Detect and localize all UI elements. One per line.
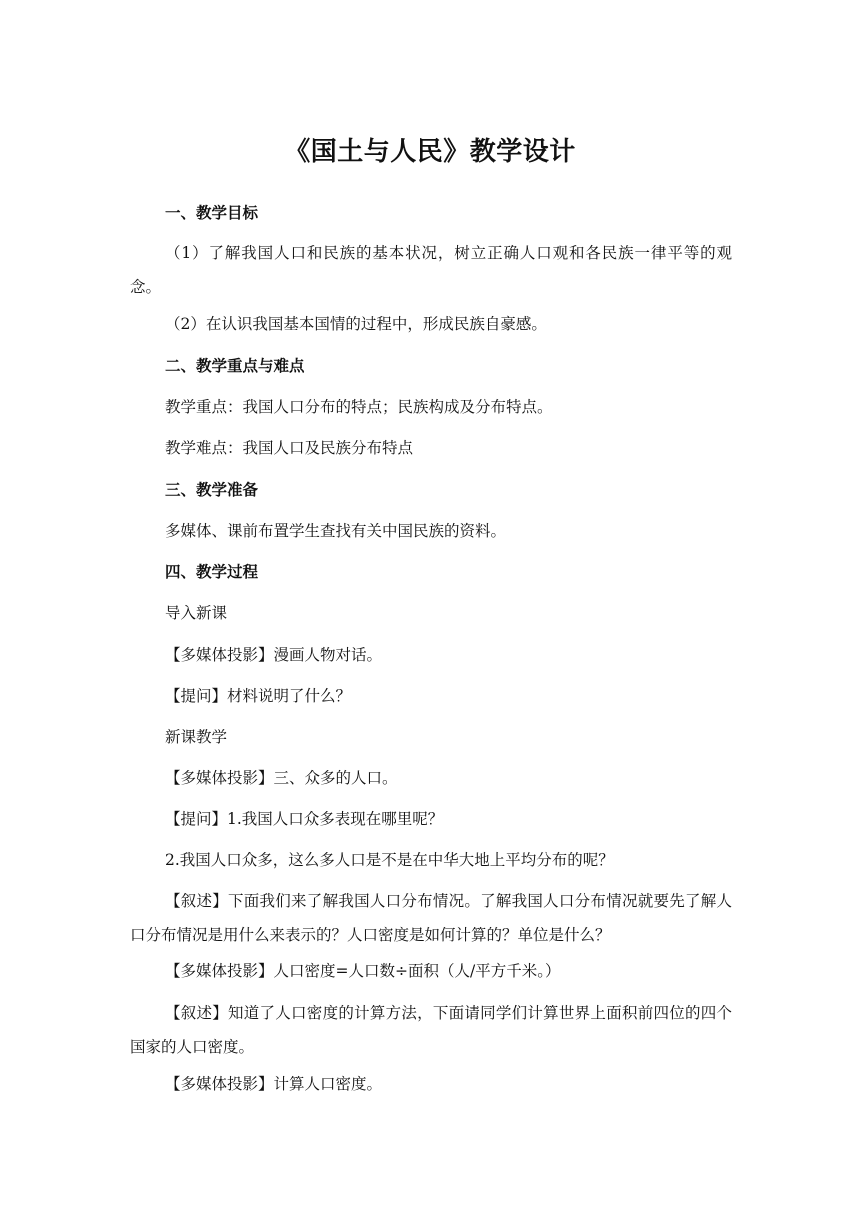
process-paragraph-narration-1: 【叙述】下面我们来了解我国人口分布情况。了解我国人口分布情况就要先了解人口分布情况是用什么来表示的？人口密度是如何计算的？单位是什么？ [130,892,732,944]
process-line-question-2: 【提问】1.我国人口众多表现在哪里呢？ [165,810,444,828]
process-line-question-3: 2.我国人口众多，这么多人口是不是在中华大地上平均分布的呢？ [165,851,614,869]
process-line-projection-4: 【多媒体投影】计算人口密度。 [165,1075,383,1093]
difficulty-text: 教学难点：我国人口及民族分布特点 [165,439,414,457]
objective-paragraph-1: （1）了解我国人口和民族的基本状况，树立正确人口观和各民族一律平等的观念。 [130,244,732,296]
objective-paragraph-2: （2）在认识我国基本国情的过程中，形成民族自豪感。 [165,315,547,333]
process-paragraph-narration-2: 【叙述】知道了人口密度的计算方法，下面请同学们计算世界上面积前四位的四个国家的人口密度。 [130,1004,732,1056]
document-title: 《国土与人民》教学设计 [284,137,576,167]
section-heading-preparation: 三、教学准备 [165,481,259,499]
process-line-projection-1: 【多媒体投影】漫画人物对话。 [165,646,383,664]
section-heading-objectives: 一、教学目标 [165,204,259,222]
section-heading-key-points: 二、教学重点与难点 [165,357,305,375]
process-line-question-1: 【提问】材料说明了什么？ [165,687,352,705]
process-line-projection-3: 【多媒体投影】人口密度=人口数÷面积（人/平方千米。） [165,962,561,980]
process-line-new-lesson: 新课教学 [165,728,228,746]
process-line-projection-2: 【多媒体投影】三、众多的人口。 [165,769,398,787]
key-point-text: 教学重点：我国人口分布的特点；民族构成及分布特点。 [165,398,553,416]
preparation-text: 多媒体、课前布置学生查找有关中国民族的资料。 [165,522,507,540]
process-line-intro: 导入新课 [165,604,228,622]
section-heading-process: 四、教学过程 [165,563,259,581]
